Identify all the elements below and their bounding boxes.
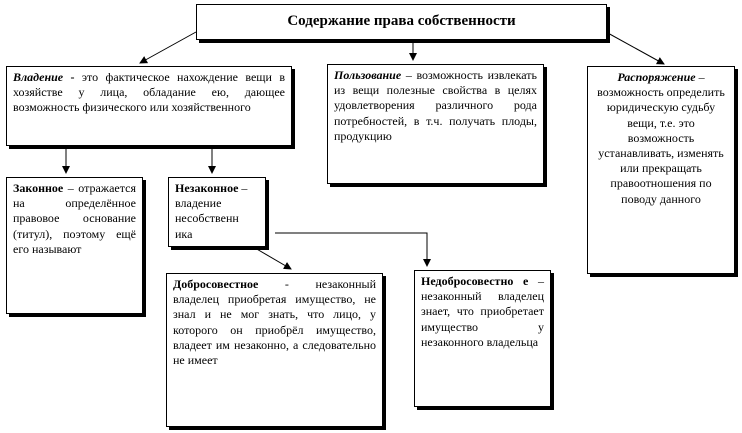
arrow-title-to-disposal [606, 32, 664, 64]
arrow-unlawful-to-good-faith [255, 248, 291, 269]
title-box [196, 4, 607, 40]
use-box [327, 64, 544, 184]
bad-faith-box [414, 270, 551, 407]
good-faith-box [166, 273, 383, 427]
possession-term: Владение [13, 70, 64, 84]
disposal-box [587, 66, 735, 274]
unlawful-term: Незаконное [175, 181, 239, 195]
use-text: – возможность извлекать из вещи полезные свойства в целях удовлетворения различного рода потребностей, в т.ч. получать плоды, продукцию [334, 68, 537, 143]
title-text: Содержание права собственности [287, 13, 516, 29]
bad-faith-term: Недобросовестно е [421, 274, 529, 288]
disposal-term: Распоряжение [617, 70, 696, 84]
bad-faith-text: – незаконный владелец знает, что приобретает имущество у незаконного владельца [421, 274, 544, 349]
unlawful-text: – владение несобственн ика [175, 181, 248, 241]
possession-dash: - [63, 70, 82, 84]
good-faith-term: Добросовестное [173, 277, 259, 291]
unlawful-box [168, 177, 266, 247]
lawful-term: Законное [13, 181, 64, 195]
arrow-title-to-possession [140, 32, 196, 63]
arrow-unlawful-to-bad-faith [275, 233, 427, 266]
good-faith-text: - незаконный владелец приобретая имущество, не знал и не мог знать, что лицо, у которого он приобрёл имущество, владеет им незаконно, а следовательно не имеет [173, 277, 376, 368]
possession-text: это фактическое нахождение вещи в хозяйстве у лица, обладание ею, дающее возможность физического или хозяйственного [13, 70, 285, 115]
lawful-text: – отражается на определённое правовое основание (титул), поэтому ещё его называют [13, 181, 136, 256]
disposal-text: – возможность определить юридическую судьбу вещи, т.е. это возможность устанавливать, изменять или прекращать правоотношения по поводу данного [597, 70, 725, 206]
possession-box [6, 66, 292, 146]
lawful-box [6, 177, 143, 314]
use-term: Пользование [334, 68, 402, 82]
